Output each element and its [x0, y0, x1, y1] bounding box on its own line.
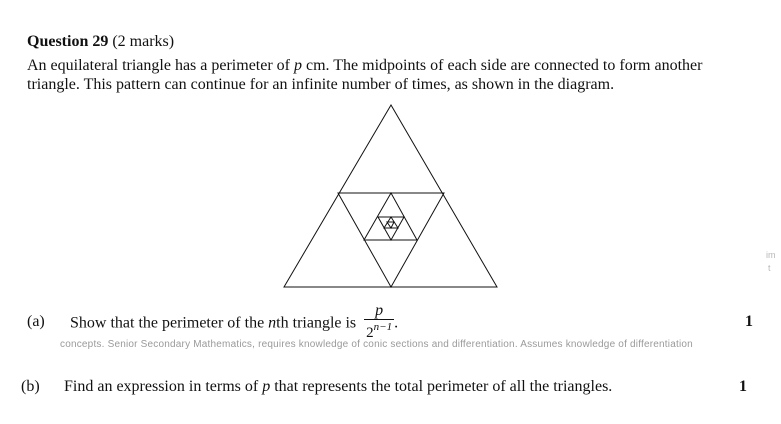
fraction-denominator	[364, 320, 394, 342]
part-a-variable: n	[268, 314, 277, 332]
part-a-text	[70, 304, 398, 344]
part-b-text-after: that represents the total perimeter of all the triangles.	[270, 378, 613, 395]
triangle-3	[364, 193, 417, 240]
perimeter-fraction	[364, 302, 394, 342]
part-b-text	[64, 377, 612, 397]
fraction-denominator-base: 2	[366, 325, 374, 341]
question-title: Question 29	[27, 33, 109, 50]
part-a-label: (a)	[27, 313, 45, 330]
fraction-denominator-exponent: n−1	[373, 321, 393, 333]
triangle-4	[378, 217, 404, 240]
intro-line-2: triangle. This pattern can continue for an infinite number of times, as shown in the diagram.	[27, 76, 615, 93]
part-a-text-before: Show that the perimeter of the	[70, 314, 269, 332]
triangle-1	[284, 105, 497, 287]
question-heading	[27, 32, 174, 52]
part-b-label: (b)	[21, 378, 40, 395]
part-b-marks: 1	[739, 378, 747, 395]
part-a-text-after: th triangle is	[276, 314, 357, 332]
triangle-6	[387, 222, 394, 228]
question-marks-note: (2 marks)	[112, 33, 175, 50]
part-a-trailing: .	[394, 314, 399, 332]
faint-margin-text-top: im	[766, 250, 776, 260]
faint-cropped-text	[60, 339, 740, 355]
question-intro	[27, 56, 757, 94]
intro-line-1: An equilateral triangle has a perimeter of p cm. The midpoints of each side are connected to form another	[27, 57, 703, 74]
part-b-text-before: Find an expression in terms of	[64, 378, 263, 395]
part-a-marks: 1	[745, 313, 753, 330]
intro-variable-p: p	[294, 57, 302, 74]
part-b-variable: p	[262, 378, 271, 395]
triangle-2	[338, 193, 444, 287]
faint-cropped-text-content: concepts. Senior Secondary Mathematics, requires knowledge of conic sections and differentiation. Assumes knowledge of differentiation	[60, 339, 693, 350]
faint-margin-text-bottom: t	[768, 263, 771, 273]
triangle-5	[384, 217, 398, 228]
fraction-numerator: p	[375, 302, 384, 319]
